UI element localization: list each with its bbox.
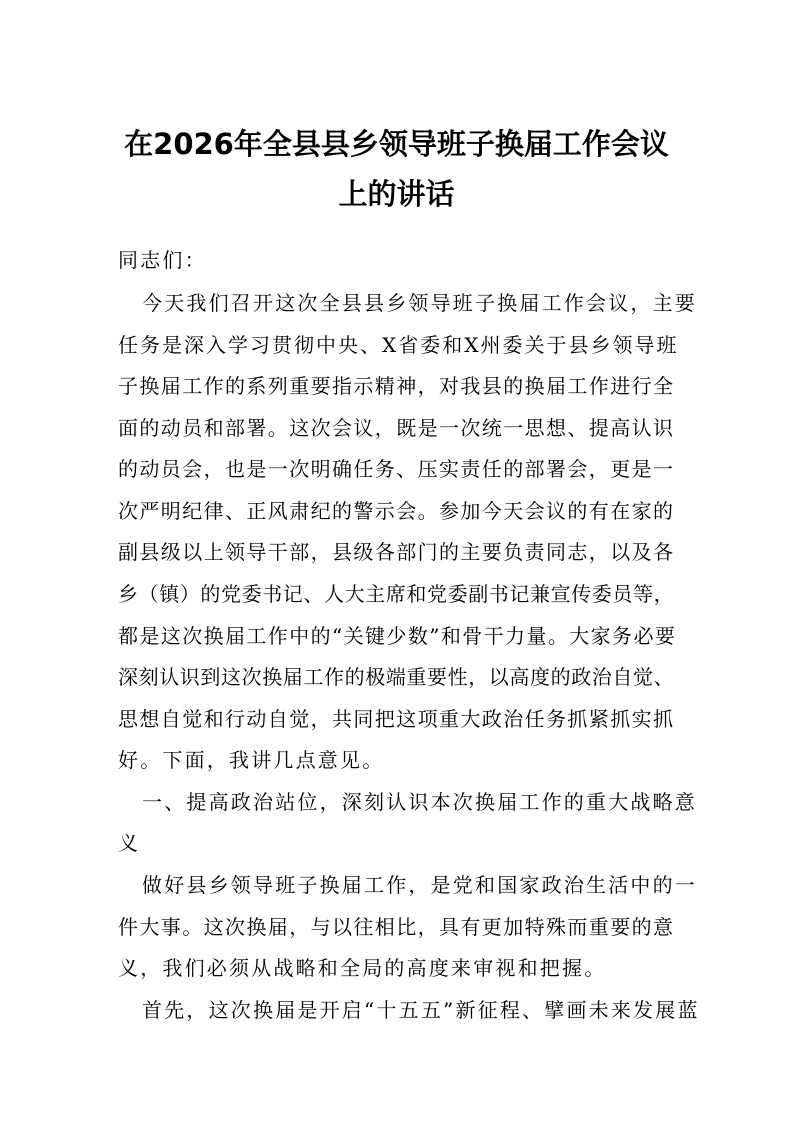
paragraph-line: 义，我们必须从战略和全局的高度来审视和把握。	[118, 956, 607, 980]
salutation: 同志们：	[118, 248, 207, 272]
paragraph-line: 思想自觉和行动自觉，共同把这项重大政治任务抓紧抓实抓	[118, 707, 675, 731]
paragraph-line: 次严明纪律、正风肃纪的警示会。参加今天会议的有在家的	[118, 499, 675, 523]
paragraph-line: 深刻认识到这次换届工作的极端重要性，以高度的政治自觉、	[118, 665, 675, 689]
paragraph-line: 乡（镇）的党委书记、人大主席和党委副书记兼宣传委员等，	[118, 582, 675, 606]
paragraph-line: 面的动员和部署。这次会议，既是一次统一思想、提高认识	[118, 416, 675, 440]
section-heading-line: 一、提高政治站位，深刻认识本次换届工作的重大战略意	[142, 790, 697, 814]
paragraph-line: 件大事。这次换届，与以往相比，具有更加特殊而重要的意	[118, 915, 675, 939]
title-line-1: 在2026年全县县乡领导班子换届工作会议	[124, 127, 669, 161]
paragraph-line: 子换届工作的系列重要指示精神，对我县的换届工作进行全	[118, 374, 675, 398]
paragraph-line: 做好县乡领导班子换届工作，是党和国家政治生活中的一	[142, 873, 697, 897]
paragraph-line: 首先，这次换届是开启“十五五”新征程、擘画未来发展蓝	[142, 998, 700, 1022]
paragraph-line: 今天我们召开这次全县县乡领导班子换届工作会议，主要	[142, 291, 697, 315]
paragraph-line: 任务是深入学习贯彻中央、X省委和X州委关于县乡领导班	[118, 333, 679, 357]
paragraph-line: 都是这次换届工作中的“关键少数”和骨干力量。大家务必要	[118, 624, 677, 648]
paragraph-line: 副县级以上领导干部，县级各部门的主要负责同志，以及各	[118, 540, 675, 564]
paragraph-line: 的动员会，也是一次明确任务、压实责任的部署会，更是一	[118, 457, 675, 481]
paragraph-line: 好。下面，我讲几点意见。	[118, 748, 385, 772]
title-line-2: 上的讲话	[338, 177, 455, 211]
section-heading-line: 义	[118, 831, 141, 855]
